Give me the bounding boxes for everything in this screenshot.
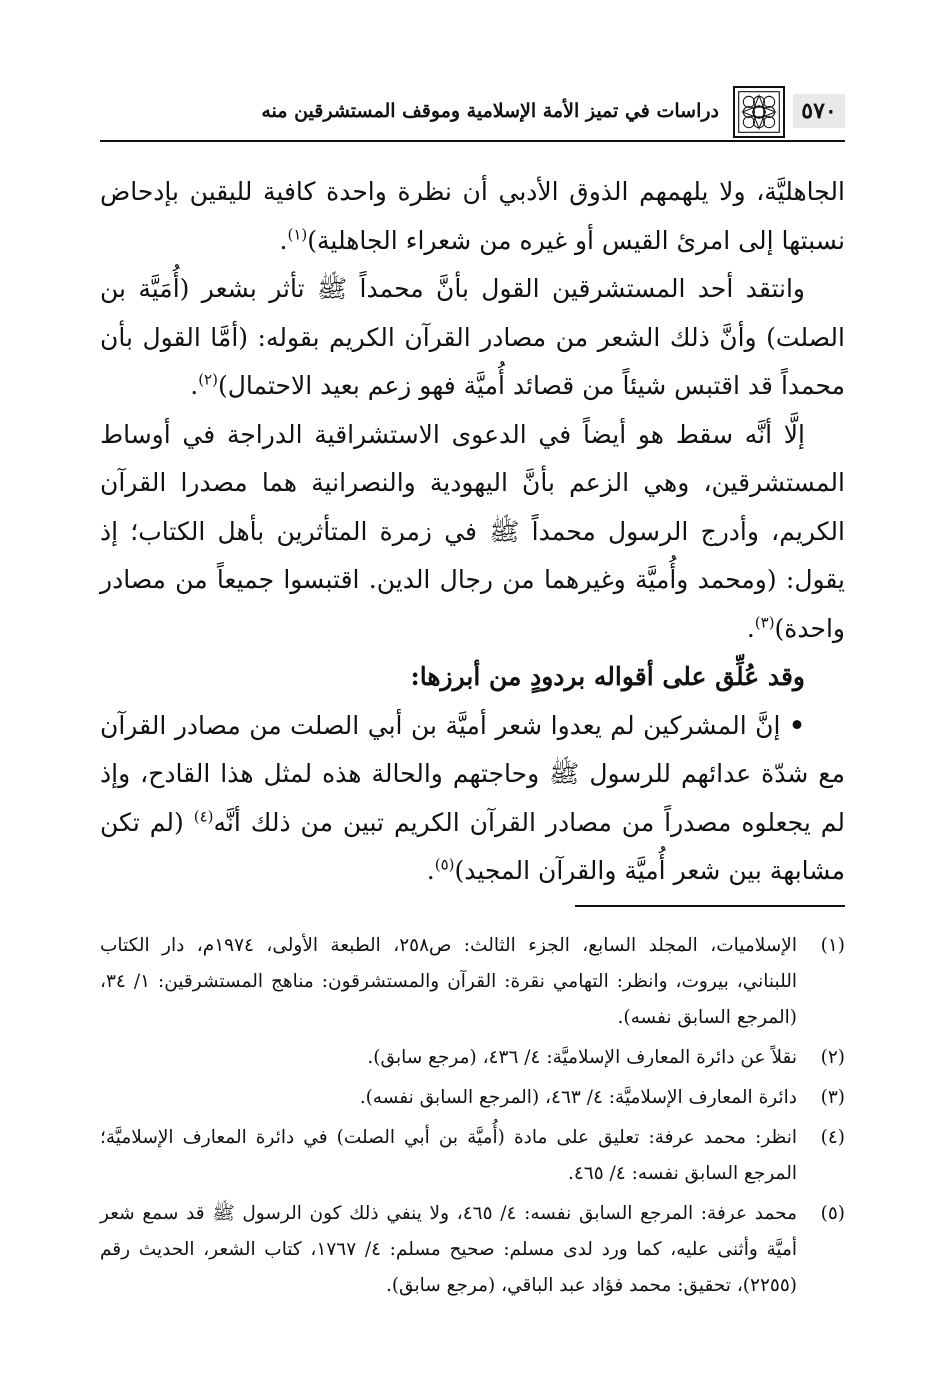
footnote-text: انظر: محمد عرفة: تعليق على مادة (أُميَّة بن أبي الصلت) في دائرة المعارف الإسلاميَّة؛ المرجع السابق نفسه: ٤/ ٤٦٥. [100, 1127, 797, 1184]
footnotes [100, 928, 845, 1308]
paragraph-2-text: وانتقد أحد المستشرقين القول بأنَّ محمداً ﷺ تأثر بشعر (أُمَيَّة بن الصلت) وأنَّ ذلك الشعر من مصادر القرآن الكريم بقوله: (أمَّا القول بأن محمداً قد اقتبس شيئاً من قصائد أُميَّة فهو زعم بعيد الاحتمال) [100, 274, 845, 400]
header-rule [100, 140, 845, 142]
footnote [100, 1040, 845, 1076]
footnote-separator [575, 905, 845, 907]
paragraph-3-text: إلَّا أنَّه سقط هو أيضاً في الدعوى الاستشراقية الدراجة في أوساط المستشرقين، وهي الزعم بأنَّ اليهودية والنصرانية هما مصدرا القرآن الكريم، وأدرج الرسول محمداً ﷺ في زمرة المتأثرين بأهل الكتاب؛ إذ يقول: (ومحمد وأُميَّة وغيرهما من رجال الدين. اقتبسوا جميعاً من مصادر واحدة) [100, 419, 845, 643]
footnote-ref-3: (٣) [754, 613, 775, 632]
footnote-text: محمد عرفة: المرجع السابق نفسه: ٤/ ٤٦٥، ولا ينفي ذلك كون الرسول ﷺ قد سمع شعر أميَّة وأثنى عليه، كما ورد لدى مسلم: صحيح مسلم: ٤/ ١٧٦٧، كتاب الشعر، الحديث رقم (٢٢٥٥)، تحقيق: محمد فؤاد عبد الباقي، (مرجع سابق). [100, 1203, 798, 1296]
footnote-number: (٣) [820, 1087, 845, 1108]
footnote-number: (٤) [820, 1127, 845, 1148]
footnote-ref-2: (٢) [198, 370, 218, 389]
paragraph-3 [100, 411, 845, 654]
footnote-ref-4: (٤) [193, 807, 214, 826]
bullet-paragraph-text-2: (لم تكن مشابهة بين شعر أُميَّة والقرآن المجيد) [100, 807, 845, 885]
bullet-paragraph-text: إنَّ المشركين لم يعدوا شعر أميَّة بن أبي الصلت من مصادر القرآن مع شدّة عدائهم للرسول ﷺ وحاجتهم والحالة هذه لمثل هذا القادح، وإذ لم يجعلوه مصدراً من مصادر القرآن الكريم تبين من ذلك أنَّه [100, 710, 845, 837]
ornament-icon [733, 86, 785, 138]
footnote-number: (٢) [820, 1047, 845, 1068]
bullet-paragraph [100, 702, 845, 896]
footnote-text: نقلاً عن دائرة المعارف الإسلاميَّة: ٤/ ٤٣٦، (مرجع سابق). [367, 1047, 797, 1068]
footnote-ref-1: (١) [287, 225, 308, 244]
running-title: دراسات في تميز الأمة الإسلامية وموقف المستشرقين منه [261, 100, 719, 122]
footnote-number: (٥) [820, 1203, 845, 1224]
bullet-paragraph-end: . [426, 856, 435, 885]
footnote [100, 928, 845, 1036]
subheading: وقد عُلِّق على أقواله بردودٍ من أبرزها: [410, 662, 805, 691]
footnote [100, 1120, 845, 1192]
paragraph-2-end: . [190, 371, 199, 400]
footnote [100, 1196, 845, 1304]
paragraph-3-end: . [746, 613, 755, 643]
footnote-text: دائرة المعارف الإسلاميَّة: ٤/ ٤٦٣، (المرجع السابق نفسه). [359, 1087, 797, 1108]
page-number: ٥٧٠ [793, 94, 845, 128]
running-header [100, 82, 845, 142]
footnote-ref-5: (٥) [434, 855, 455, 874]
footnote [100, 1080, 845, 1116]
main-text [100, 168, 845, 896]
footnote-text: الإسلاميات، المجلد السابع، الجزء الثالث: ص٢٥٨، الطبعة الأولى، ١٩٧٤م، دار الكتاب اللبناني، بيروت، وانظر: التهامي نقرة: القرآن والمستشرقون: مناهج المستشرقين: ١/ ٣٤، (المرجع السابق نفسه). [100, 935, 797, 1028]
bullet-icon: • [789, 710, 806, 740]
paragraph-1-text: الجاهليَّة، ولا يلهمهم الذوق الأدبي أن نظرة واحدة كافية لليقين بإدحاض نسبتها إلى امرئ القيس أو غيره من شعراء الجاهلية) [100, 177, 845, 255]
footnote-number: (١) [820, 935, 845, 956]
paragraph-1 [100, 168, 845, 265]
paragraph-1-end: . [279, 225, 288, 255]
paragraph-2 [100, 265, 845, 411]
